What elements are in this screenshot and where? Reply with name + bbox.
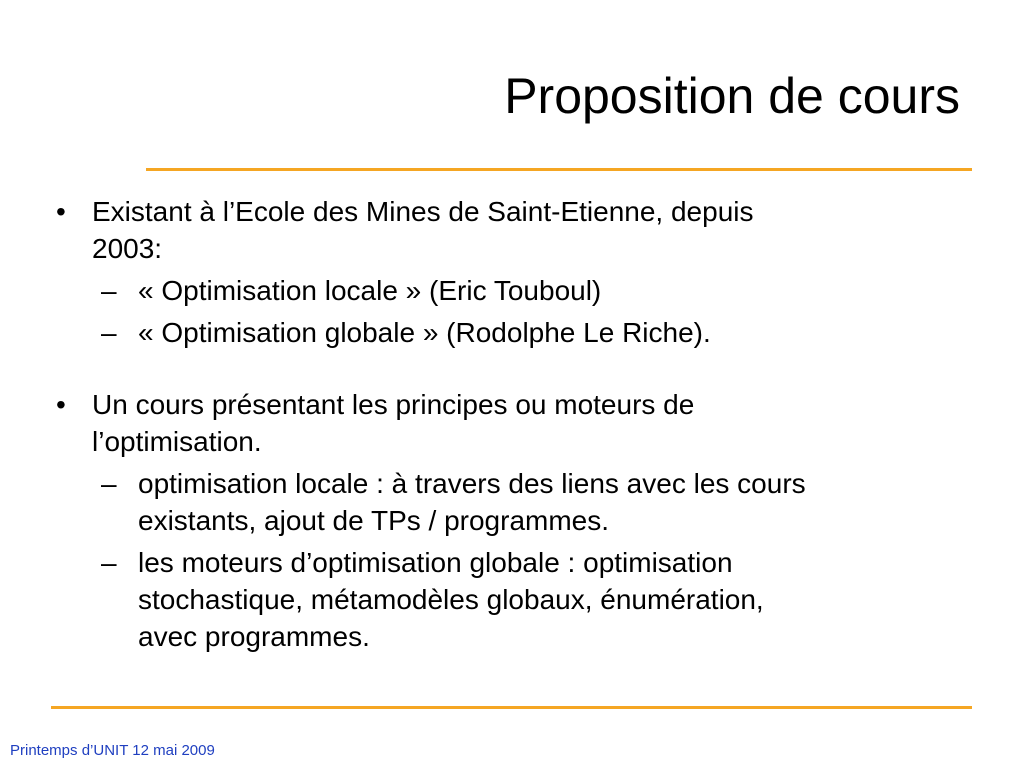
sub-bullet-item xyxy=(56,465,966,539)
sub-bullet-line: avec programmes. xyxy=(138,621,370,652)
sub-bullet-text xyxy=(138,544,966,655)
sub-bullet-line: optimisation locale : à travers des liens avec les cours xyxy=(138,468,806,499)
bullet-marker: • xyxy=(56,389,66,420)
dash-marker: – xyxy=(101,275,117,306)
bullet-line: 2003: xyxy=(92,233,163,264)
title-divider xyxy=(146,168,972,171)
footer-text: Printemps d’UNIT 12 mai 2009 xyxy=(10,742,215,759)
bullet-line: Existant à l’Ecole des Mines de Saint-Etienne, depuis xyxy=(92,196,754,227)
sub-bullet-item xyxy=(56,544,966,655)
dash-marker: – xyxy=(101,547,117,578)
dash-marker: – xyxy=(101,317,117,348)
bullet-marker: • xyxy=(56,196,66,227)
sub-bullet-text xyxy=(138,465,966,539)
bullet-text xyxy=(92,386,966,460)
footer-divider xyxy=(51,706,972,709)
bullet-item xyxy=(56,193,966,267)
sub-bullet-line: les moteurs d’optimisation globale : optimisation xyxy=(138,547,733,578)
bullet-line: Un cours présentant les principes ou moteurs de xyxy=(92,389,695,420)
sub-bullet-item xyxy=(56,314,966,351)
bullet-spacer xyxy=(56,351,966,386)
bullet-text xyxy=(92,193,966,267)
bullet-line: l’optimisation. xyxy=(92,426,262,457)
dash-marker: – xyxy=(101,468,117,499)
sub-bullet-line: stochastique, métamodèles globaux, énumération, xyxy=(138,584,764,615)
sub-bullet-line: existants, ajout de TPs / programmes. xyxy=(138,505,610,536)
slide-title: Proposition de cours xyxy=(504,68,960,124)
bullet-item xyxy=(56,386,966,460)
slide-body xyxy=(56,193,966,655)
sub-bullet-item xyxy=(56,272,966,309)
sub-bullet-line: « Optimisation globale » (Rodolphe Le Riche). xyxy=(138,317,711,348)
sub-bullet-line: « Optimisation locale » (Eric Touboul) xyxy=(138,275,602,306)
